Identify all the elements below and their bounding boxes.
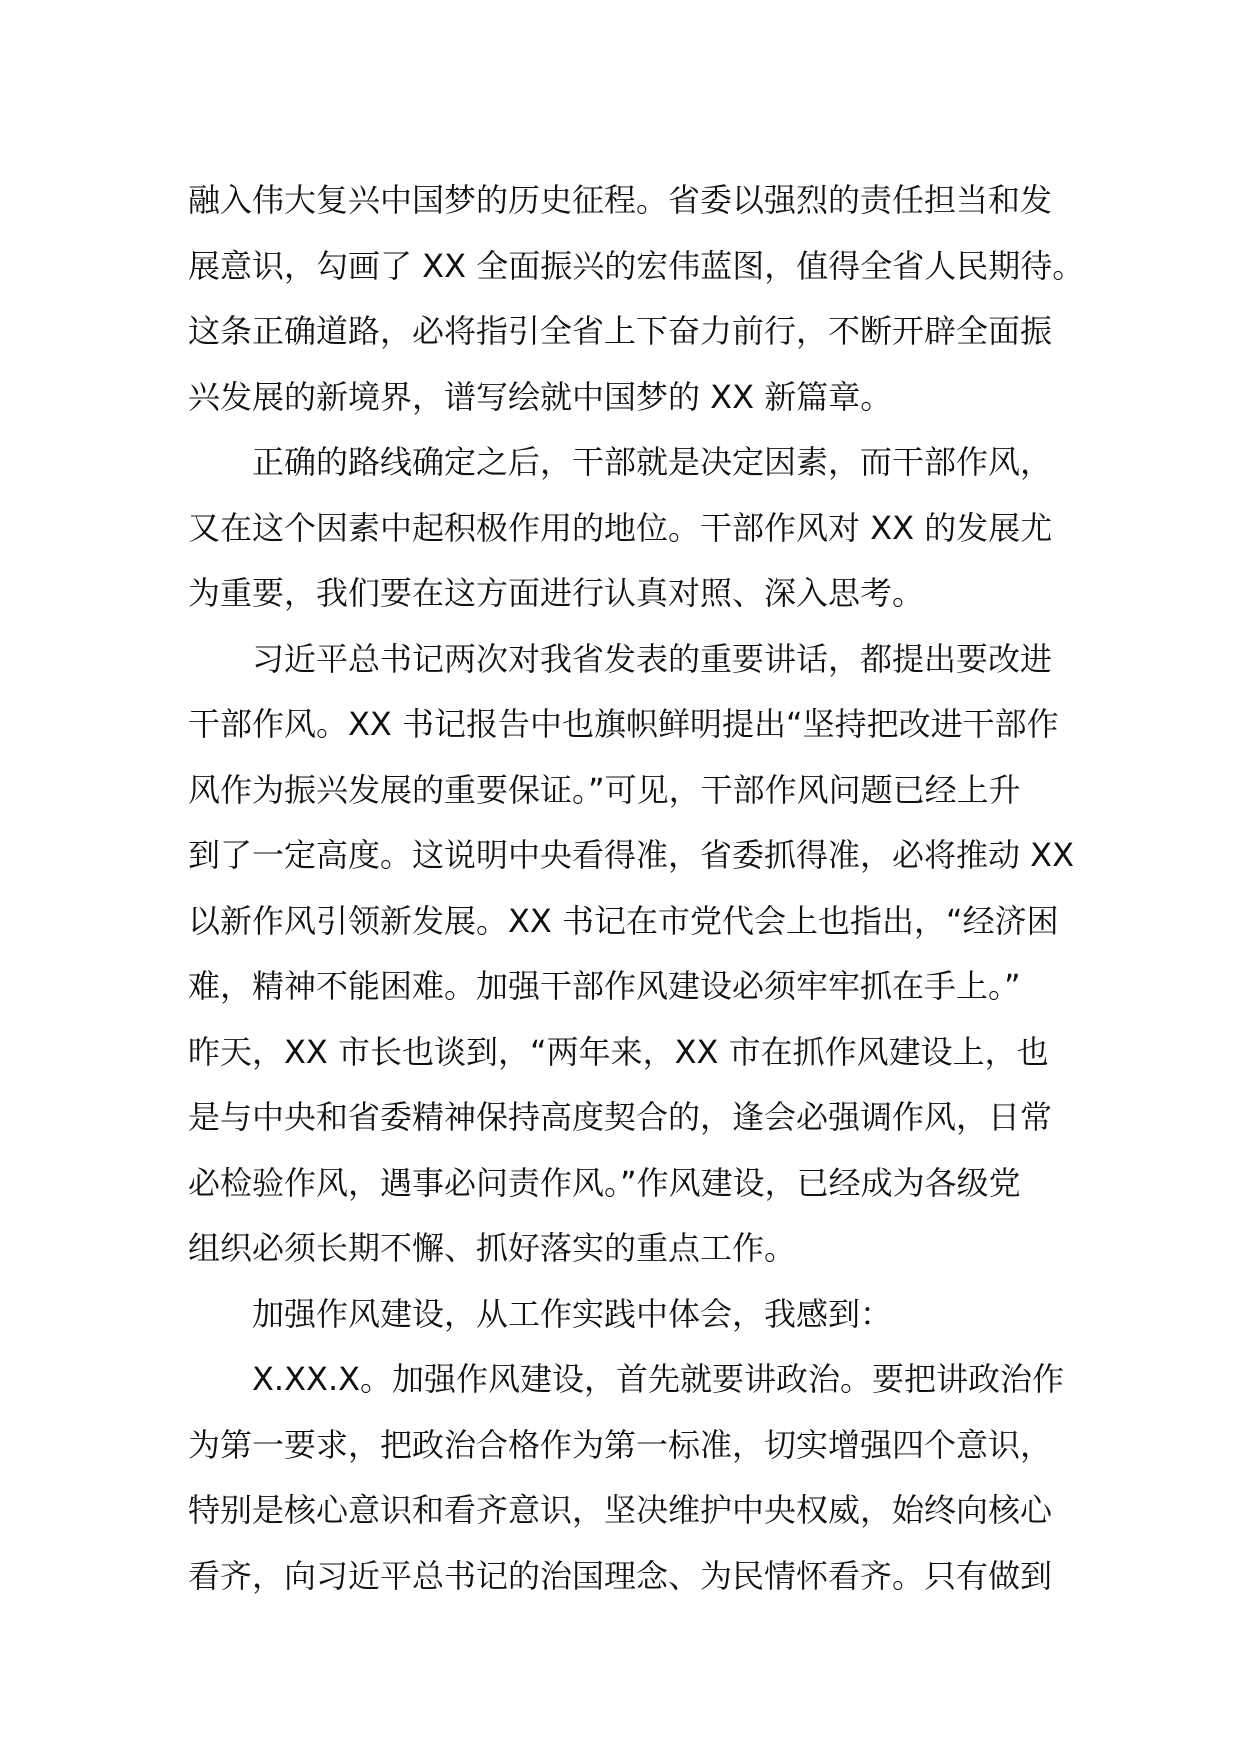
text-line: 融入伟大复兴中国梦的历史征程。省委以强烈的责任担当和发: [188, 181, 1053, 219]
text-line: 特别是核心意识和看齐意识，坚决维护中央权威，始终向核心: [188, 1491, 1053, 1529]
text-line: 风作为振兴发展的重要保证。”可见，干部作风问题已经上升: [188, 770, 1021, 809]
text-line: 组织必须长期不懈、抓好落实的重点工作。: [188, 1229, 797, 1267]
text-line: 干部作风。XX 书记报告中也旗帜鲜明提出“坚持把改进干部作: [188, 705, 1059, 743]
text-line: 昨天，XX 市长也谈到，“两年来，XX 市在抓作风建设上，也: [188, 1032, 1049, 1071]
text-line: 看齐，向习近平总书记的治国理念、为民情怀看齐。只有做到: [188, 1556, 1053, 1595]
text-line: 习近平总书记两次对我省发表的重要讲话，都提出要改进: [252, 639, 1053, 678]
text-line: X.XX.X。加强作风建设，首先就要讲政治。要把讲政治作: [252, 1360, 1065, 1398]
text-line: 是与中央和省委精神保持高度契合的，逢会必强调作风，日常: [188, 1098, 1053, 1136]
text-line: 这条正确道路，必将指引全省上下奋力前行，不断开辟全面振: [188, 312, 1053, 350]
text-line: 展意识，勾画了 XX 全面振兴的宏伟蓝图，值得全省人民期待。: [188, 246, 1085, 285]
text-line: 又在这个因素中起积极作用的地位。干部作风对 XX 的发展尤: [188, 508, 1053, 547]
body-text: [188, 168, 1085, 1609]
text-line: 难，精神不能困难。加强干部作风建设必须牢牢抓在手上。”: [188, 967, 1021, 1005]
text-line: 为重要，我们要在这方面进行认真对照、深入思考。: [188, 574, 925, 612]
text-line: 正确的路线确定之后，干部就是决定因素，而干部作风，: [252, 443, 1053, 481]
text-line: 加强作风建设，从工作实践中体会，我感到：: [252, 1294, 893, 1333]
text-line: 到了一定高度。这说明中央看得准，省委抓得准，必将推动 XX: [188, 836, 1075, 874]
text-line: 兴发展的新境界，谱写绘就中国梦的 XX 新篇章。: [188, 377, 893, 416]
text-line: 必检验作风，遇事必问责作风。”作风建设，已经成为各级党: [188, 1163, 1021, 1202]
text-line: 为第一要求，把政治合格作为第一标准，切实增强四个意识，: [188, 1425, 1053, 1464]
text-line: 以新作风引领新发展。XX 书记在市党代会上也指出，“经济困: [188, 901, 1059, 940]
